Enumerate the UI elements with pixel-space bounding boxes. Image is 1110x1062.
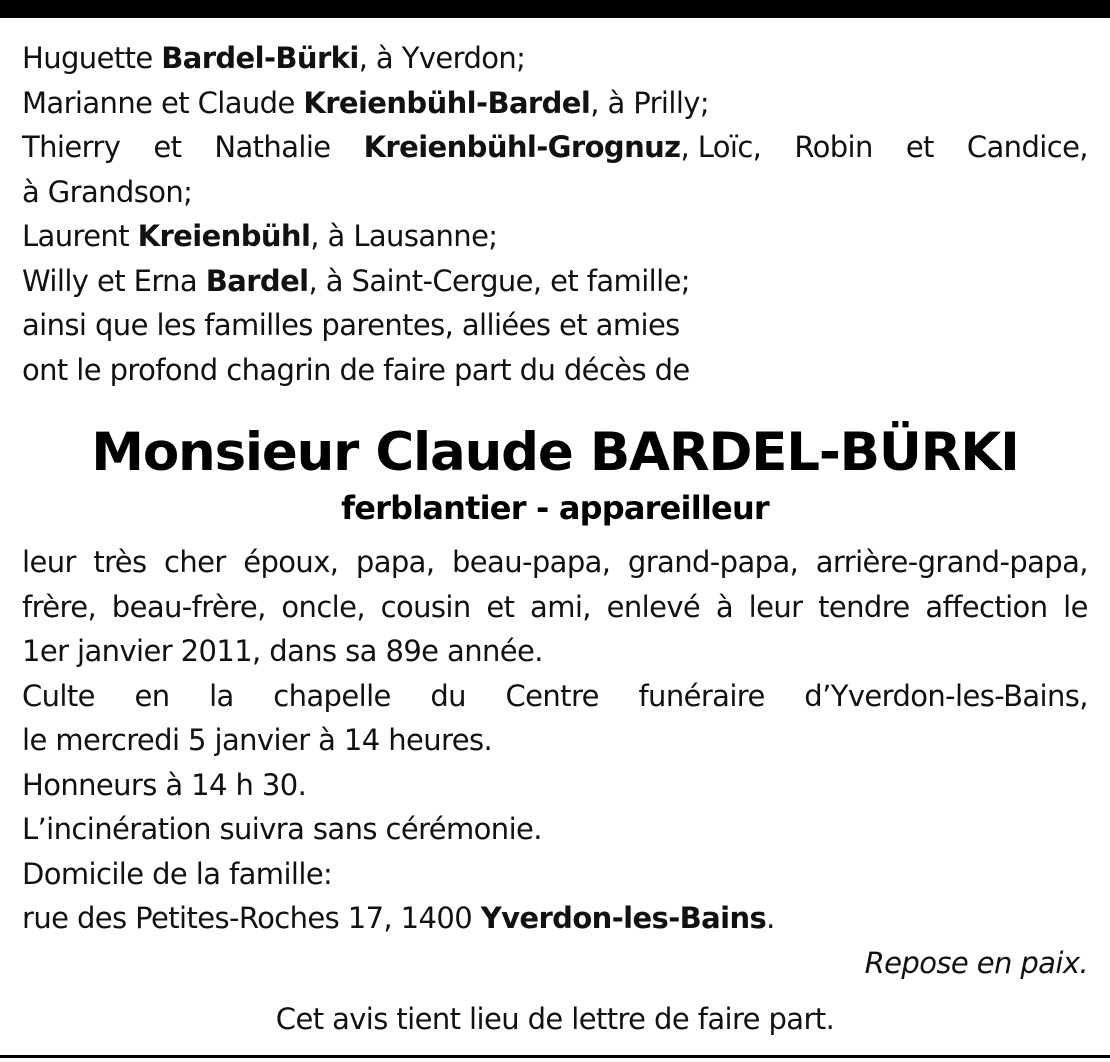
family-name: Bardel bbox=[205, 263, 309, 298]
family-line-3 bbox=[22, 125, 1088, 170]
word: la bbox=[209, 678, 234, 713]
word: , Loïc, bbox=[680, 130, 762, 164]
family-name-group bbox=[364, 125, 762, 170]
word: arrière-grand-papa, bbox=[815, 545, 1088, 579]
footer-note: Cet avis tient lieu de lettre de faire part. bbox=[275, 1002, 835, 1036]
family-line-4: à Grandson; bbox=[22, 174, 193, 209]
word: du bbox=[430, 678, 466, 713]
family-line-5 bbox=[22, 214, 1088, 259]
word: beau-frère, bbox=[111, 589, 266, 624]
top-rule bbox=[0, 0, 1110, 18]
word: époux, bbox=[243, 545, 339, 579]
word: leur bbox=[748, 589, 803, 624]
word: cousin bbox=[380, 589, 471, 624]
closing-phrase: Repose en paix. bbox=[864, 945, 1088, 980]
body-line-1 bbox=[22, 540, 1088, 585]
family-line-7: ainsi que les familles parentes, alliées et amies bbox=[22, 308, 680, 342]
word: Nathalie bbox=[214, 130, 331, 164]
family-line-2 bbox=[22, 81, 1088, 126]
word: Centre bbox=[505, 678, 599, 713]
word: frère, bbox=[22, 589, 97, 624]
bottom-rule bbox=[0, 1055, 1110, 1058]
word: en bbox=[134, 678, 170, 713]
word: oncle, bbox=[281, 589, 365, 624]
word: et bbox=[905, 130, 934, 164]
city: Yverdon-les-Bains bbox=[480, 901, 767, 935]
family-line-6 bbox=[22, 259, 1088, 304]
street-address: rue des Petites-Roches 17, 1400 bbox=[22, 901, 481, 935]
address-line bbox=[22, 896, 1088, 941]
family-line-1 bbox=[22, 36, 1088, 81]
word: enlevé bbox=[606, 589, 701, 624]
punctuation: . bbox=[766, 901, 775, 935]
word: beau-papa, bbox=[451, 545, 611, 579]
family-name: Kreienbühl-Grognuz bbox=[363, 130, 681, 164]
word: Thierry bbox=[22, 130, 121, 164]
word: cher bbox=[164, 545, 226, 579]
word: leur bbox=[22, 545, 76, 579]
family-name: Kreienbühl bbox=[137, 219, 311, 253]
family-name: Kreienbühl-Bardel bbox=[303, 85, 591, 120]
word: à bbox=[715, 589, 733, 624]
body-line-7: L’incinération suivra sans cérémonie. bbox=[22, 812, 542, 846]
word: Robin bbox=[794, 130, 873, 164]
given-name: Marianne et Claude bbox=[22, 85, 304, 120]
word: chapelle bbox=[273, 678, 391, 713]
given-name: Willy et Erna bbox=[22, 263, 206, 298]
word: et bbox=[486, 589, 515, 624]
location: , à Prilly; bbox=[590, 85, 710, 120]
body-line-5: le mercredi 5 janvier à 14 heures. bbox=[22, 723, 493, 757]
family-name: Bardel-Bürki bbox=[161, 41, 359, 75]
body-line-2 bbox=[22, 585, 1088, 630]
location: , à Yverdon; bbox=[358, 41, 526, 75]
location: , à Saint-Cergue, et famille; bbox=[308, 263, 690, 298]
word: ami, bbox=[530, 589, 591, 624]
given-name: Laurent bbox=[22, 219, 138, 253]
word: Candice, bbox=[966, 130, 1088, 164]
body-line-3: 1er janvier 2011, dans sa 89e année. bbox=[22, 634, 543, 668]
deceased-profession: ferblantier - appareilleur bbox=[341, 489, 769, 527]
word: et bbox=[153, 130, 182, 164]
word: grand-papa, bbox=[627, 545, 799, 579]
given-name: Huguette bbox=[22, 41, 162, 75]
deceased-name: Monsieur Claude BARDEL-BÜRKI bbox=[91, 422, 1019, 483]
word: affection bbox=[925, 589, 1048, 624]
word: le bbox=[1063, 589, 1088, 624]
word: funéraire bbox=[638, 678, 765, 713]
body-line-6: Honneurs à 14 h 30. bbox=[22, 767, 307, 802]
word: papa, bbox=[355, 545, 435, 579]
word: d’Yverdon-les-Bains, bbox=[804, 678, 1088, 713]
location: , à Lausanne; bbox=[310, 219, 498, 253]
word: tendre bbox=[818, 589, 910, 624]
body-line-8: Domicile de la famille: bbox=[22, 856, 333, 891]
family-line-8: ont le profond chagrin de faire part du décès de bbox=[22, 352, 690, 387]
obituary-notice bbox=[22, 36, 1088, 1042]
word: Culte bbox=[22, 678, 95, 713]
body-line-4 bbox=[22, 674, 1088, 719]
word: très bbox=[93, 545, 147, 579]
